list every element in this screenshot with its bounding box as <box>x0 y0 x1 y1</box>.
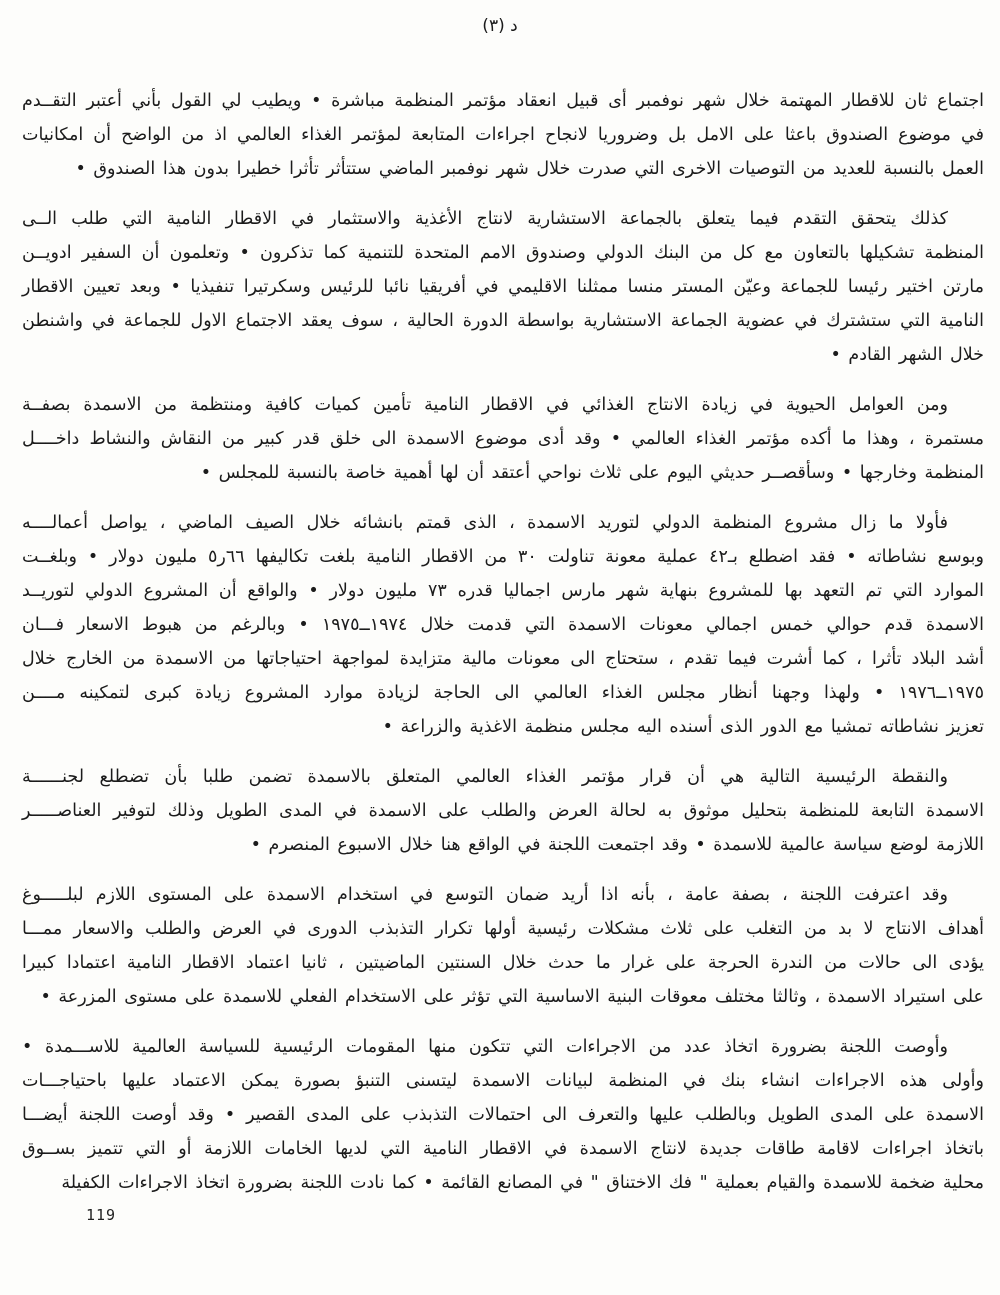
text-line: يؤدى الى حالات من الندرة الحرجة على غرار ما حدث خلال السنتين الماضيتين ، ثانيا اعتماد الاقطار النامية اعتمادا كبيرا <box>22 953 984 973</box>
text-line: وقد اعترفت اللجنة ، بصفة عامة ، بأنه اذا أريد ضمان التوسع في استخدام الاسمدة على المستوى اللازم لبلـــــوغ <box>22 885 948 905</box>
text-line: والنقطة الرئيسية التالية هي أن قرار مؤتمر الغذاء العالمي المتعلق بالاسمدة تضمن طلبا بأن تضطلع لجنــــــة <box>22 767 948 787</box>
text-line: الاسمدة التابعة للمنظمة بتحليل موثوق به لحالة العرض والطلب على الاسمدة في المدى الطويل وذلك لتوفير العناصـــــر <box>22 801 984 821</box>
document-body <box>22 84 984 1216</box>
text-line: خلال الشهر القادم • <box>830 345 984 365</box>
text-line: تعزيز نشاطاته تمشيا مع الدور الذى أسنده اليه مجلس منظمة الاغذية والزراعة • <box>382 717 984 737</box>
text-line: الاسمدة على المدى الطويل وبالطلب عليها والتعرف الى احتمالات التذبذب على المدى القصير • وقد أوصت اللجنة أيضـــا <box>22 1105 984 1125</box>
paragraph <box>22 1030 984 1200</box>
text-line: وأوصت اللجنة بضرورة اتخاذ عدد من الاجراءات التي تتكون منها المقومات الرئيسية للسياسة العالمية للاســـمدة • <box>22 1037 948 1057</box>
text-line: كذلك يتحقق التقدم فيما يتعلق بالجماعة الاستشارية لانتاج الأغذية والاستثمار في الاقطار النامية التي طلب الــى <box>22 209 948 229</box>
paragraph <box>22 878 984 1014</box>
text-line: وأولى هذه الاجراءات انشاء بنك في المنظمة لبيانات الاسمدة ليتسنى التنبؤ بصورة يمكن الاعتماد عليها باحتياجـــات <box>22 1071 984 1091</box>
text-line: أهداف الانتاج لا بد من التغلب على ثلاث مشكلات رئيسية أولها تكرار التذبذب الدورى في العرض والطلب والاسعار ممـــا <box>22 919 984 939</box>
text-line: محلية ضخمة للاسمدة والقيام بعملية " فك الاختناق " في المصانع القائمة • كما نادت اللجنة بضرورة اتخاذ الاجراءات الكفيلة <box>61 1173 984 1193</box>
paragraph <box>22 84 984 186</box>
text-line: أشد البلاد تأثرا ، كما أشرت فيما تقدم ، ستحتاج الى معونات مالية متزايدة لمواجهة احتياجاتها من الاسمدة من الخارج خلال <box>22 649 984 669</box>
text-line: باتخاذ اجراءات لاقامة طاقات جديدة لانتاج الاسمدة في الاقطار النامية التي لديها الخامات اللازمة أو التي تتميز بســوق <box>22 1139 984 1159</box>
text-line: اللازمة لوضع سياسة عالمية للاسمدة • وقد اجتمعت اللجنة في الواقع هنا خلال الاسبوع المنصرم • <box>250 835 984 855</box>
paragraph <box>22 506 984 744</box>
text-line: مارتن اختير رئيسا للجماعة وعيّن المستر منسا ممثلنا الاقليمي في أفريقيا نائبا للرئيس وسكرتيرا تنفيذيا • وبعد تعيين الاقطار <box>22 277 984 297</box>
text-line: وبوسع نشاطاته • فقد اضطلع بـ٤٢ عملية معونة تناولت ٣٠ من الاقطار النامية بلغت تكاليفها ٦٦ر٥ مليون دولار • وبلغــت <box>22 547 984 567</box>
page-header-label: د (٣) <box>482 16 518 36</box>
text-line: مستمرة ، وهذا ما أكده مؤتمر الغذاء العالمي • وقد أدى موضوع الاسمدة الى خلق قدر كبير من النقاش والنشاط داخــــل <box>22 429 984 449</box>
paragraph <box>22 760 984 862</box>
text-line: ومن العوامل الحيوية في زيادة الانتاج الغذائي في الاقطار النامية تأمين كميات كافية ومنتظمة من الاسمدة بصفــة <box>22 395 948 415</box>
paragraph <box>22 202 984 372</box>
text-line: اجتماع ثان للاقطار المهتمة خلال شهر نوفمبر أى قبيل انعقاد مؤتمر المنظمة مباشرة • ويطيب لي القول بأني أعتبر التقــدم <box>22 91 984 111</box>
text-line: الموارد التي تم التعهد بها للمشروع بنهاية شهر مارس اجماليا قدره ٧٣ مليون دولار • والواقع أن المشروع الدولي لتوريــد <box>22 581 984 601</box>
text-line: ١٩٧٥ــ١٩٧٦ • ولهذا وجهنا أنظار مجلس الغذاء العالمي الى الحاجة لزيادة موارد المشروع زيادة كبرى لتمكينه مــــن <box>22 683 984 703</box>
text-line: في موضوع الصندوق باعثا على الامل بل وضروريا لانجاح اجراءات المتابعة لمؤتمر الغذاء العالمي اذ من الواضح أن امكانيات <box>22 125 984 145</box>
text-line: النامية التي ستشترك في عضوية الجماعة الاستشارية بواسطة الدورة الحالية ، سوف يعقد الاجتماع الاول للجماعة في واشنطن <box>22 311 984 331</box>
text-line: الاسمدة قدم حوالي خمس اجمالي معونات الاسمدة التي قدمت خلال ١٩٧٤ــ١٩٧٥ • وبالرغم من هبوط الاسعار فـــان <box>22 615 984 635</box>
text-line: المنظمة وخارجها • وسأقصــر حديثي اليوم على ثلاث نواحي أعتقد أن لها أهمية خاصة بالنسبة للمجلس • <box>200 463 984 483</box>
text-line: المنظمة تشكيلها بالتعاون مع كل من البنك الدولي وصندوق الامم المتحدة للتنمية كما تذكرون • وتعلمون أن السفير ادويــن <box>22 243 984 263</box>
paragraph <box>22 388 984 490</box>
text-line: على استيراد الاسمدة ، وثالثا مختلف معوقات البنية الاساسية التي تؤثر على الاستخدام الفعلي للاسمدة على مستوى المزرعة • <box>40 987 984 1007</box>
page-number: 119 <box>86 1206 117 1224</box>
text-line: العمل بالنسبة للعديد من التوصيات الاخرى التي صدرت خلال شهر نوفمبر الماضي ستتأثر تأثرا خطيرا بدون هذا الصندوق • <box>75 159 984 179</box>
text-line: فأولا ما زال مشروع المنظمة الدولي لتوريد الاسمدة ، الذى قمتم بانشائه خلال الصيف الماضي ، يواصل أعمالــــه <box>22 513 948 533</box>
